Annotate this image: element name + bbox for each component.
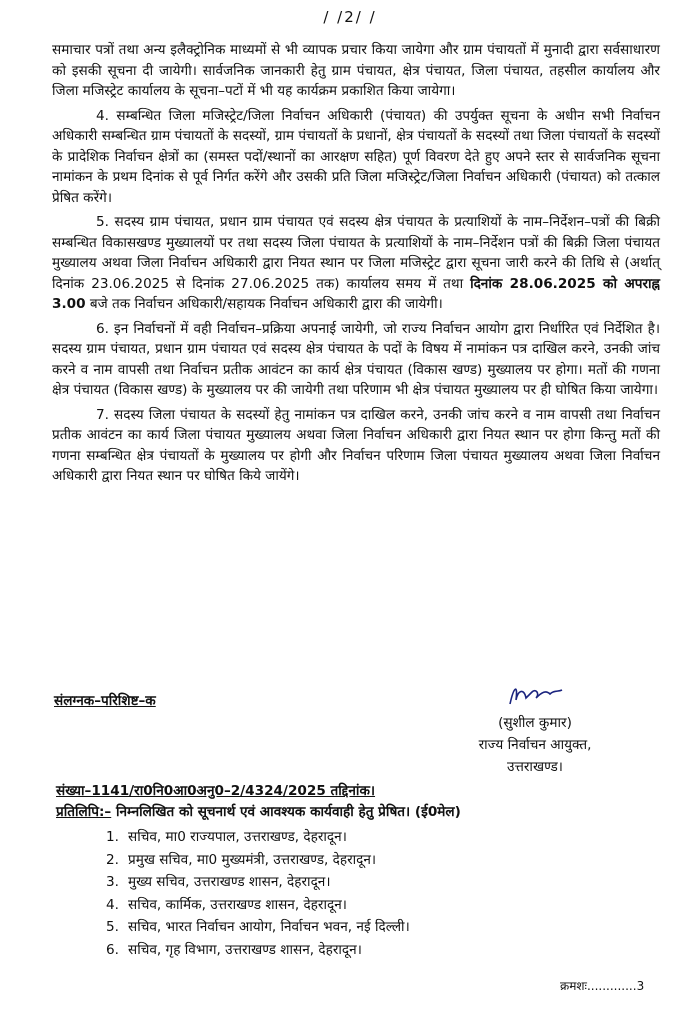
list-item <box>106 826 410 849</box>
list-item-text: सचिव, भारत निर्वाचन आयोग, निर्वाचन भवन, नई दिल्ली। <box>128 919 410 935</box>
copy-to-label: प्रतिलिपि:– <box>56 804 112 820</box>
page-number: / /2/ / <box>323 8 377 26</box>
list-item <box>106 939 410 962</box>
list-item-number: 6. <box>106 941 119 958</box>
continued-label: क्रमशः.............3 <box>560 979 645 993</box>
signatory-name: (सुशील कुमार) <box>498 715 572 731</box>
list-item <box>106 871 410 894</box>
letter-body <box>52 40 660 491</box>
list-item-text: सचिव, कार्मिक, उत्तराखण्ड शासन, देहरादून। <box>128 896 347 913</box>
paragraph-5-text-b: बजे तक निर्वाचन अधिकारी/सहायक निर्वाचन अधिकारी द्वारा की जायेगी। <box>85 296 443 312</box>
copy-to-line <box>56 801 461 820</box>
list-item-text: सचिव, मा0 राज्यपाल, उत्तराखण्ड, देहरादून। <box>128 829 347 845</box>
paragraph-5-deadline: दिनांक 28.06.2025 को अपराह्न 3.00 <box>52 275 660 312</box>
list-item <box>106 849 410 872</box>
paragraph-7: 7. सदस्य जिला पंचायत के सदस्यों हेतु नामांकन पत्र दाखिल करने, उनकी जांच करने व नाम वापसी तथा निर्वाचन प्रतीक आवंटन का कार्य जिला पंचायत मुख्यालय अथवा जिला निर्वाचन अधिकारी द्वारा नियत स्थान पर होगा किन्तु मतों की गणना सम्बन्धित क्षेत्र पंचायतों के मुख्यालय पर होगी और निर्वाचन परिणाम जिला पंचायत मुख्यालय अथवा जिला निर्वाचन अधिकारी द्वारा नियत स्थान पर घोषित किये जायेंगे। <box>52 406 660 484</box>
list-item-text: मुख्य सचिव, उत्तराखण्ड शासन, देहरादून। <box>128 874 331 890</box>
list-item-text: प्रमुख सचिव, मा0 मुख्यमंत्री, उत्तराखण्ड, देहरादून। <box>128 851 377 868</box>
list-item-number: 1. <box>106 829 119 845</box>
paragraph-5 <box>52 212 660 315</box>
list-item <box>106 916 410 939</box>
signatory-designation: राज्य निर्वाचन आयुक्त, <box>478 737 592 753</box>
order-number: संख्या–1141/रा0नि0आ0अनु0–2/4324/2025 तद्दिनांक। <box>56 783 376 799</box>
signature-mark <box>506 680 566 708</box>
list-item-number: 5. <box>106 919 119 935</box>
list-item-number: 2. <box>106 851 119 868</box>
list-item-number: 3. <box>106 874 119 890</box>
paragraph-6: 6. इन निर्वाचनों में वही निर्वाचन–प्रक्रिया अपनाई जायेगी, जो राज्य निर्वाचन आयोग द्वारा निर्धारित एवं निर्देशित है। सदस्य ग्राम पंचायत, प्रधान ग्राम पंचायत एवं सदस्य क्षेत्र पंचायत के पदों के विषय में नामांकन पत्र दाखिल करने, उनकी जांच करने व नाम वापसी तथा निर्वाचन प्रतीक आवंटन का कार्य क्षेत्र पंचायत (विकास खण्ड) मुख्यालय पर होगा। मतों की गणना क्षेत्र पंचायत (विकास खण्ड) के मुख्यालय पर की जायेगी तथा परिणाम भी क्षेत्र पंचायत मुख्यालय पर ही घोषित किया जायेगा। <box>52 320 660 398</box>
paragraph-intro: समाचार पत्रों तथा अन्य इलैक्ट्रोनिक माध्यमों से भी व्यापक प्रचार किया जायेगा और ग्राम पंचायतों में मुनादी द्वारा सर्वसाधारण को इसकी सूचना दी जायेगी। सार्वजनिक जानकारी हेतु ग्राम पंचायत, क्षेत्र पंचायत, जिला पंचायत, तहसील कार्यालय और जिला मजिस्ट्रेट कार्यालय के सूचना–पटों में भी यह कार्यक्रम प्रकाशित किया जायेगा। <box>52 42 660 99</box>
recipient-list <box>106 826 410 961</box>
list-item-number: 4. <box>106 896 119 913</box>
signatory-block <box>440 712 630 778</box>
paragraph-4: 4. सम्बन्धित जिला मजिस्ट्रेट/जिला निर्वाचन अधिकारी (पंचायत) की उपर्युक्त सूचना के अधीन सभी निर्वाचन अधिकारी सम्बन्धित ग्राम पंचायतों के सदस्यों, ग्राम पंचायतों के प्रधानों, क्षेत्र पंचायतों के सदस्यों तथा जिला पंचायतों के सदस्यों के प्रादेशिक निर्वाचन क्षेत्रों का (समस्त पदों/स्थानों का आरक्षण सहित) पूर्ण विवरण देते हुए अपने स्तर से सार्वजनिक सूचना नामांकन के प्रथम दिनांक से पूर्व निर्गत करेंगे और उसकी प्रति जिला मजिस्ट्रेट/जिला निर्वाचन अधिकारी (पंचायत) को तत्काल प्रेषित करेंगे। <box>52 107 660 206</box>
attachment-label: संलग्नक–परिशिष्ट–क <box>54 693 156 709</box>
list-item <box>106 894 410 917</box>
list-item-text: सचिव, गृह विभाग, उत्तराखण्ड शासन, देहरादून। <box>128 941 362 958</box>
paragraph-5-text-a: 5. सदस्य ग्राम पंचायत, प्रधान ग्राम पंचायत एवं सदस्य क्षेत्र पंचायत के प्रत्याशियों के नाम–निर्देशन–पत्रों की बिक्री सम्बन्धित विकासखण्ड मुख्यालयों पर तथा सदस्य जिला पंचायत के प्रत्याशियों के नाम–निर्देशन पत्रों की बिक्री जिला पंचायत मुख्यालय अथवा जिला निर्वाचन अधिकारी द्वारा नियत स्थान पर जिला मजिस्ट्रेट द्वारा सूचना जारी करने की तिथि से (अर्थात् दिनांक 23.06.2025 से दिनांक 27.06.2025 तक) कार्यालय समय में तथा <box>52 214 660 292</box>
copy-to-text: निम्नलिखित को सूचनार्थ एवं आवश्यक कार्यवाही हेतु प्रेषित। (ई0मेल) <box>111 804 461 820</box>
signatory-state: उत्तराखण्ड। <box>507 759 563 775</box>
